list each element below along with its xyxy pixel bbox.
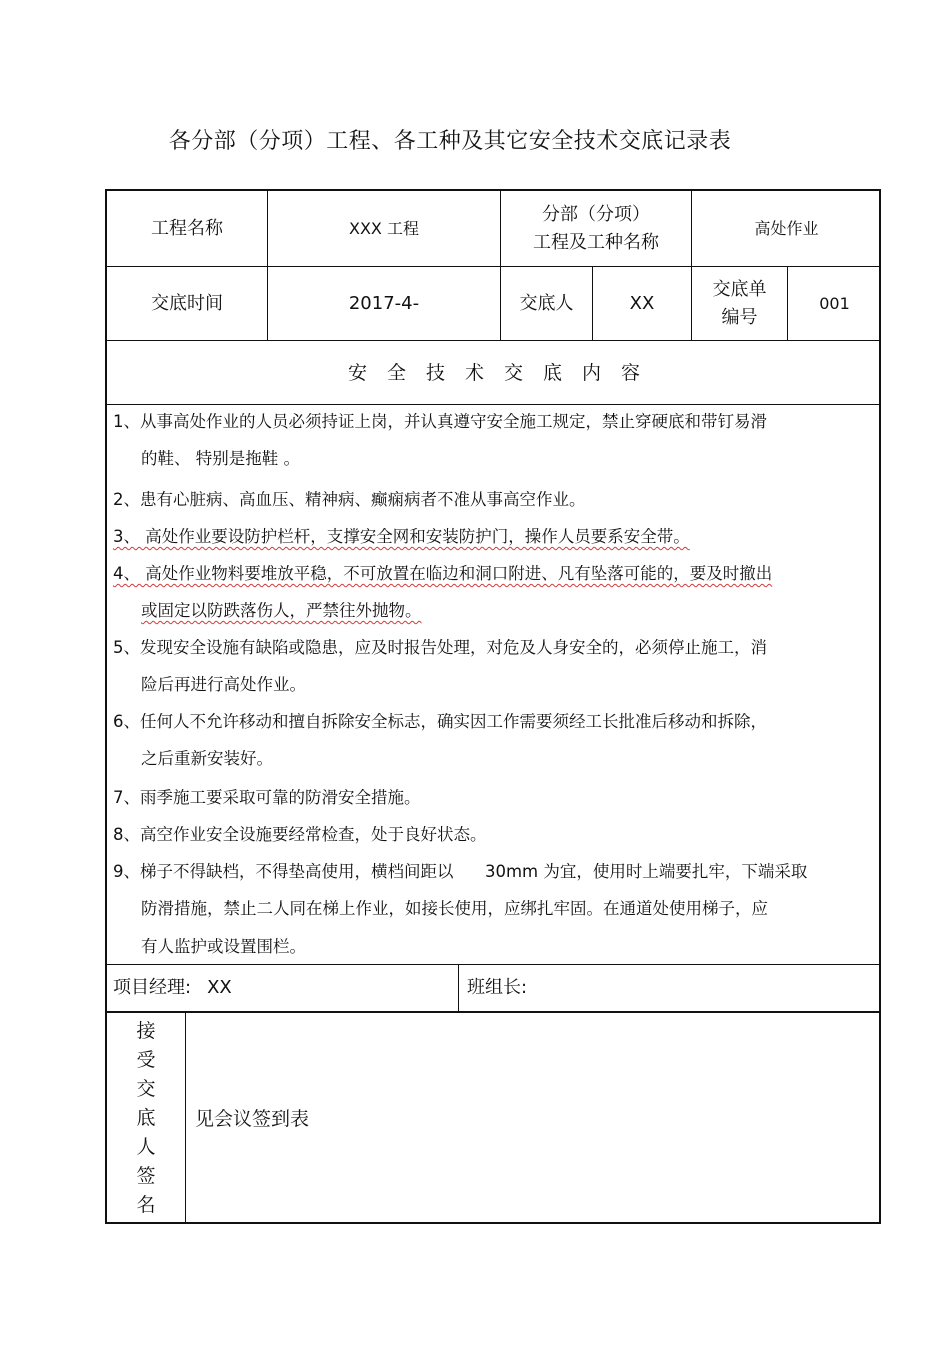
item-9-line1: 9、梯子不得缺档，不得垫高使用，横档间距以 30mm 为宜，使用时上端要扎牢，下端采取 [113,862,808,881]
item-5-line2: 险后再进行高处作业。 [141,675,306,694]
signature-char: 接 [136,1020,156,1042]
project-name-value: XXX 工程 [349,218,419,238]
item-4-line1 [113,555,873,592]
subdivision-value: 高处作业 [754,218,819,238]
page-title: 各分部（分项）工程、各工种及其它安全技术交底记录表 [168,129,732,154]
item-4-line2 [141,592,901,629]
item-9-line3: 有人监护或设置围栏。 [141,937,306,956]
item-7-line1: 7、雨季施工要采取可靠的防滑安全措施。 [113,788,421,807]
item-3-text: 3、 高处作业要设防护栏杆，支撑安全网和安装防护门，操作人员要系安全带。 [113,527,690,546]
team-leader-label: 班组长: [467,977,528,998]
doc-no-label [692,267,787,340]
briefer-value: XX [629,292,655,314]
subdivision-label-line2: 工程及工种名称 [533,231,659,253]
subdivision-label [501,191,691,266]
item-6-line2: 之后重新安装好。 [141,749,273,768]
doc-no-label-line1: 交底单 [712,278,767,300]
manager-field [113,965,453,1011]
item-5-line1: 5、发现安全设施有缺陷或隐患，应及时报告处理，对危及人身安全的，必须停止施工，消 [113,638,767,657]
manager-label: 项目经理: [113,977,192,998]
signature-value: 见会议签到表 [195,1108,310,1130]
date-label: 交底时间 [151,292,223,314]
signature-char: 受 [136,1049,156,1071]
signature-char: 底 [136,1107,156,1129]
doc-no-value: 001 [819,293,850,313]
item-2-line1: 2、患有心脏病、高血压、精神病、癫痫病者不准从事高空作业。 [113,490,586,509]
signature-char: 交 [136,1078,156,1100]
item-9-line2: 防滑措施，禁止二人同在梯上作业，如接长使用，应绑扎牢固。在通道处使用梯子，应 [141,899,768,918]
subdivision-label-line1: 分部（分项） [542,203,650,225]
doc-no-label-line2: 编号 [721,306,758,328]
item-1-line1: 1、从事高处作业的人员必须持证上岗，并认真遵守安全施工规定，禁止穿硬底和带钉易滑 [113,412,767,431]
item-3-line1 [113,518,873,555]
manager-value: XX [207,977,232,998]
item-4-text: 4、 高处作业物料要堆放平稳，不可放置在临边和洞口附进、凡有坠落可能的，要及时撤出 [113,564,773,583]
signature-char: 名 [136,1194,156,1216]
briefer-label: 交底人 [519,292,574,314]
signature-char: 签 [136,1165,156,1187]
col-divider [458,964,459,1012]
item-6-line1: 6、任何人不允许移动和擅自拆除安全标志，确实因工作需要须经工长批准后移动和拆除， [113,712,767,731]
signature-label [107,1013,185,1224]
item-4-text-cont: 或固定以防跌落伤人，严禁往外抛物。 [141,601,422,620]
col-divider [185,1012,186,1224]
signature-char: 人 [136,1136,156,1158]
date-value: 2017-4- [348,292,420,314]
item-8-line1: 8、高空作业安全设施要经常检查，处于良好状态。 [113,825,487,844]
project-name-label: 工程名称 [151,217,223,239]
content-heading: 安全技术交底内容 [347,361,660,384]
item-1-line2: 的鞋、 特别是拖鞋 。 [141,449,300,468]
disclosure-table [105,189,881,1224]
